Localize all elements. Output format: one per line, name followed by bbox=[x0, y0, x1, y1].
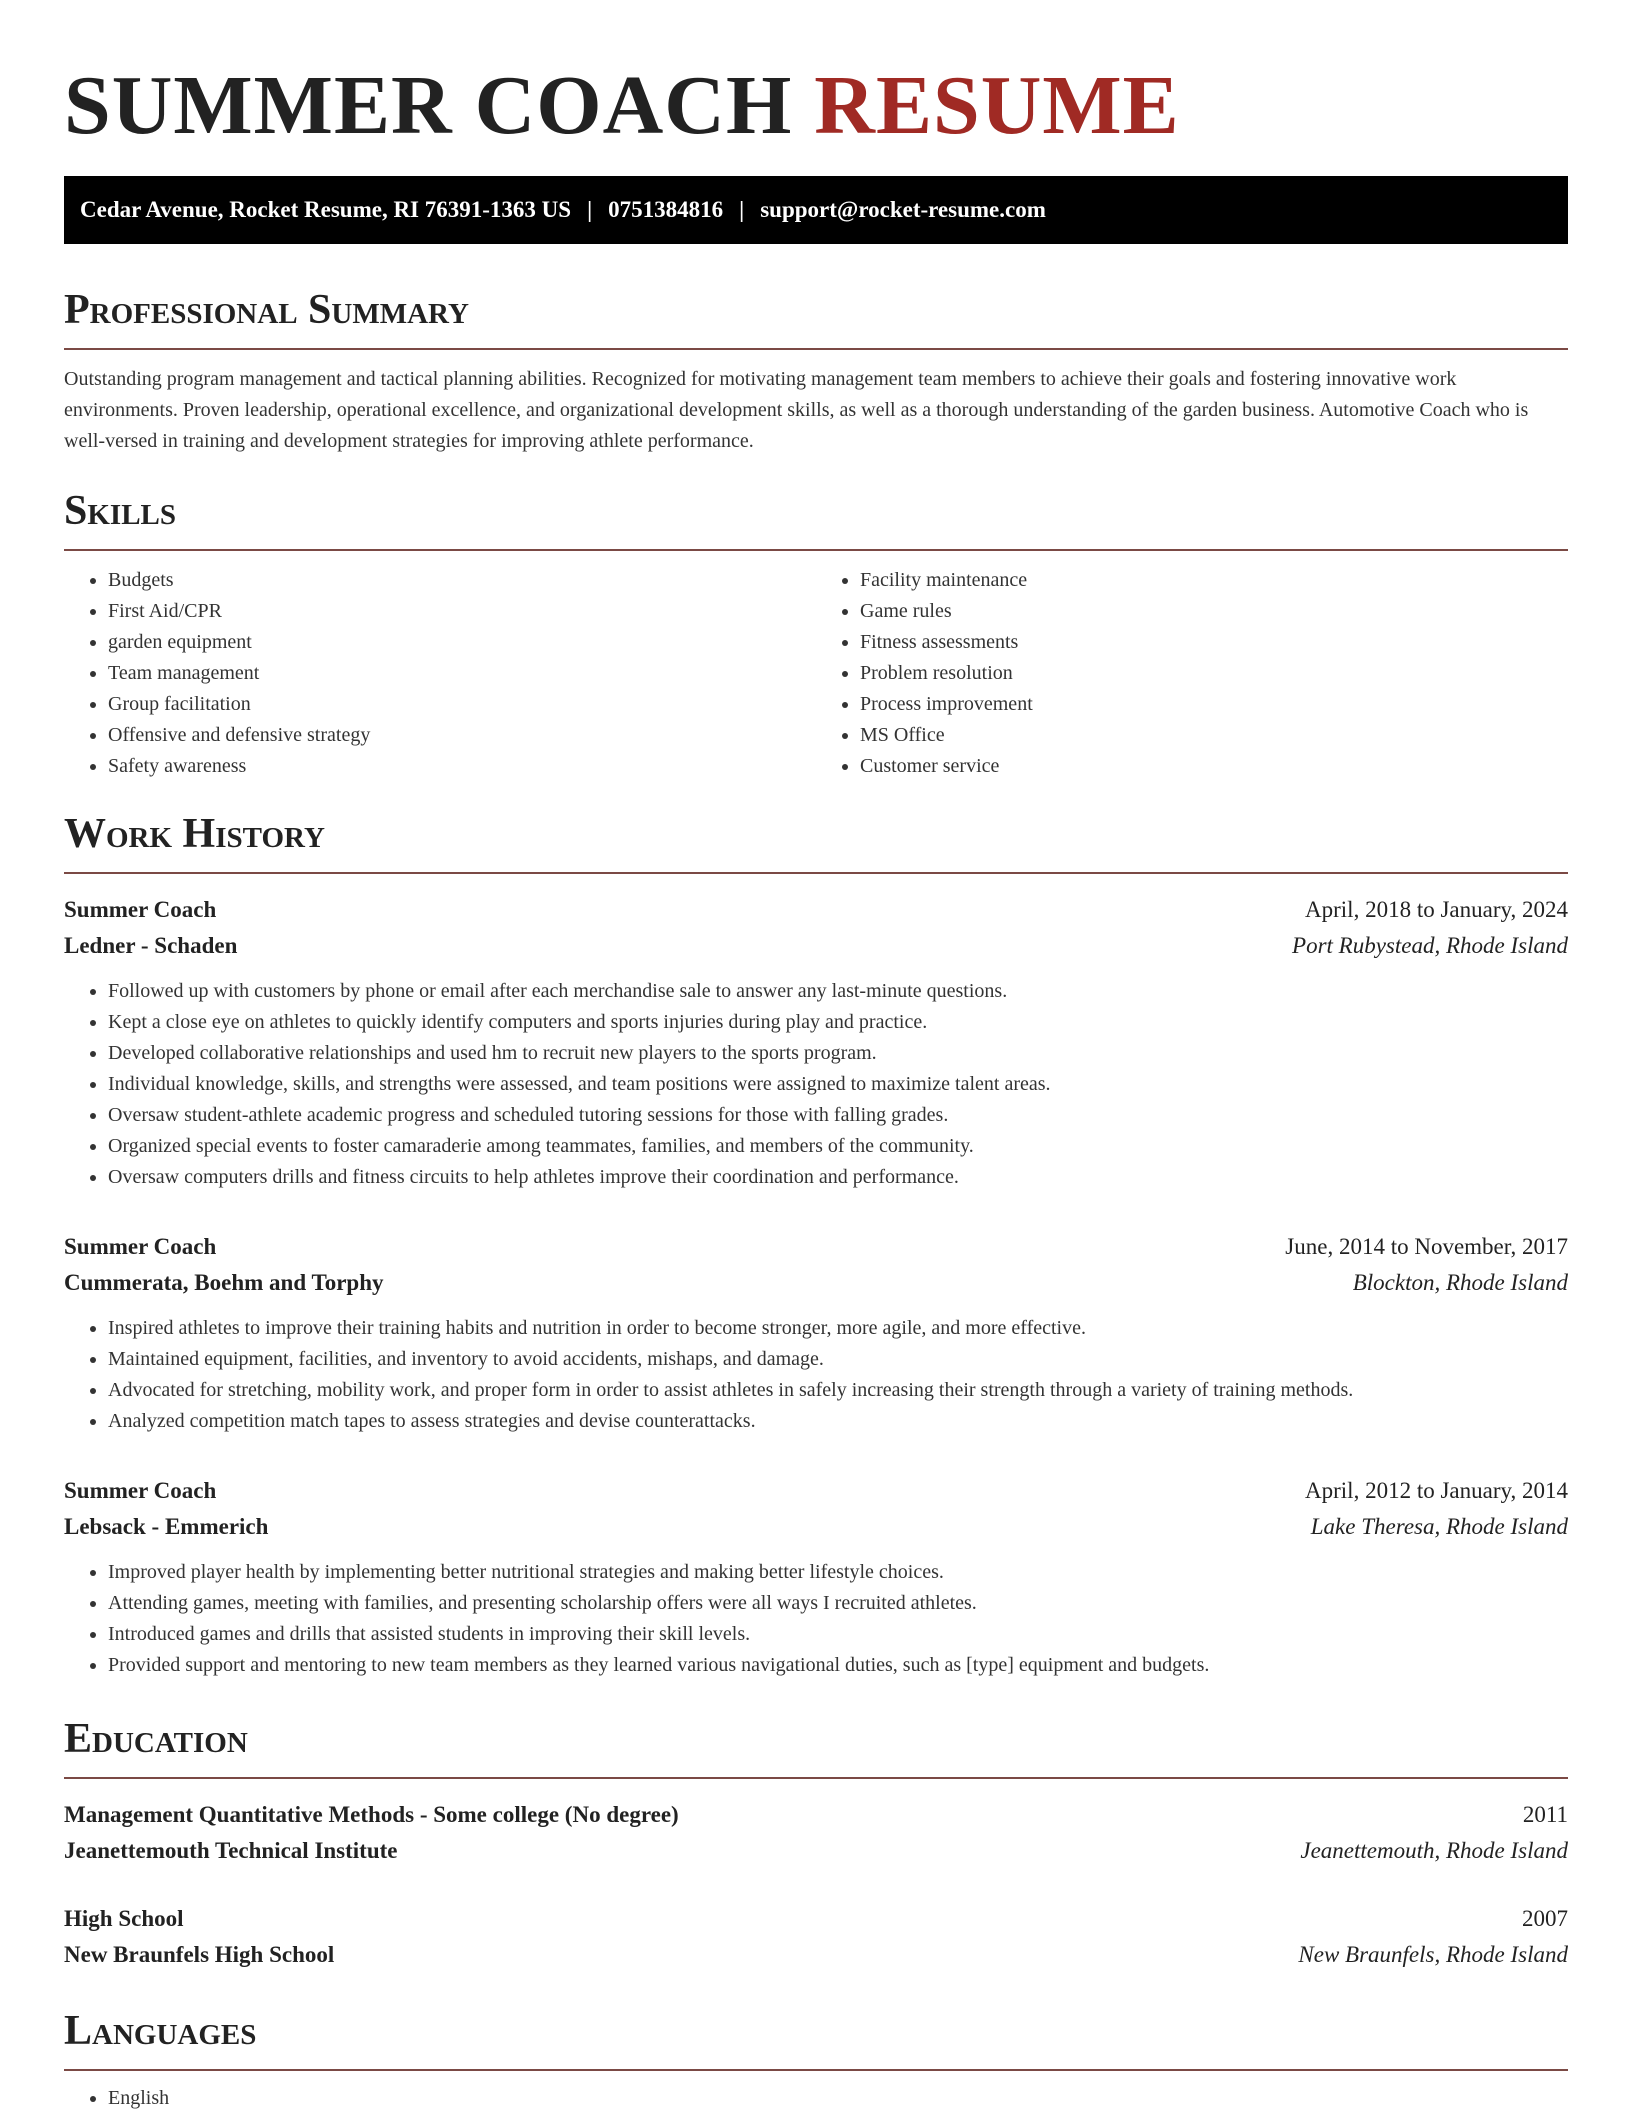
job-role: Summer Coach bbox=[64, 897, 217, 922]
contact-address: Cedar Avenue, Rocket Resume, RI 76391-1363 US bbox=[80, 197, 572, 222]
skill-item: • Budgets bbox=[108, 565, 816, 596]
job-duty: • Inspired athletes to improve their training habits and nutrition in order to become stronger, more agile, and more effective. bbox=[108, 1313, 1568, 1344]
summary-heading: Professional Summary bbox=[64, 284, 1568, 350]
job-dates: June, 2014 to November, 2017 bbox=[1285, 1234, 1568, 1259]
education-degree: Management Quantitative Methods - Some college (No degree) bbox=[64, 1802, 679, 1827]
job-duty: • Provided support and mentoring to new team members as they learned various navigational duties, such as [type] equipment and budgets. bbox=[108, 1650, 1568, 1681]
skills-column-left bbox=[64, 565, 816, 782]
job-duties bbox=[64, 976, 1568, 1193]
job-subheader bbox=[64, 1265, 1568, 1301]
education-location: Jeanettemouth, Rhode Island bbox=[1300, 1838, 1568, 1863]
skill-item: • garden equipment bbox=[108, 627, 816, 658]
skill-item: • MS Office bbox=[860, 720, 1568, 751]
job-duty: • Oversaw student-athlete academic progress and scheduled tutoring sessions for those with falling grades. bbox=[108, 1100, 1568, 1131]
job-entry bbox=[64, 1229, 1568, 1437]
job-dates: April, 2012 to January, 2014 bbox=[1305, 1478, 1568, 1503]
education-heading: Education bbox=[64, 1713, 1568, 1779]
education-school: New Braunfels High School bbox=[64, 1942, 335, 1967]
job-company: Ledner - Schaden bbox=[64, 933, 238, 958]
job-duty: • Oversaw computers drills and fitness circuits to help athletes improve their coordination and performance. bbox=[108, 1162, 1568, 1193]
job-duty: • Developed collaborative relationships and used hm to recruit new players to the sports program. bbox=[108, 1038, 1568, 1069]
skill-item: • Process improvement bbox=[860, 689, 1568, 720]
job-duties bbox=[64, 1313, 1568, 1437]
contact-bar bbox=[64, 176, 1568, 244]
education-year: 2011 bbox=[1522, 1802, 1568, 1827]
education-entry bbox=[64, 1901, 1568, 1973]
skills-heading: Skills bbox=[64, 485, 1568, 551]
job-duty: • Maintained equipment, facilities, and inventory to avoid accidents, mishaps, and damage. bbox=[108, 1344, 1568, 1375]
job-duty: • Organized special events to foster camaraderie among teammates, families, and members of the community. bbox=[108, 1131, 1568, 1162]
contact-phone: 0751384816 bbox=[608, 197, 724, 222]
skill-item: • Safety awareness bbox=[108, 751, 816, 782]
job-location: Blockton, Rhode Island bbox=[1352, 1270, 1568, 1295]
skill-item: • First Aid/CPR bbox=[108, 596, 816, 627]
job-duty: • Kept a close eye on athletes to quickly identify computers and sports injuries during play and practice. bbox=[108, 1007, 1568, 1038]
job-duty: • Attending games, meeting with families, and presenting scholarship offers were all ways I recruited athletes. bbox=[108, 1588, 1568, 1619]
contact-separator: | bbox=[587, 197, 593, 222]
skills-column-right bbox=[816, 565, 1568, 782]
job-duty: • Analyzed competition match tapes to assess strategies and devise counterattacks. bbox=[108, 1406, 1568, 1437]
job-header bbox=[64, 892, 1568, 928]
job-subheader bbox=[64, 1509, 1568, 1545]
skill-item: • Facility maintenance bbox=[860, 565, 1568, 596]
work-heading: Work History bbox=[64, 808, 1568, 874]
education-subheader bbox=[64, 1833, 1568, 1869]
job-duties bbox=[64, 1557, 1568, 1681]
job-dates: April, 2018 to January, 2024 bbox=[1305, 897, 1568, 922]
education-subheader bbox=[64, 1937, 1568, 1973]
job-duty: • Individual knowledge, skills, and strengths were assessed, and team positions were assigned to maximize talent areas. bbox=[108, 1069, 1568, 1100]
job-location: Port Rubystead, Rhode Island bbox=[1292, 933, 1568, 958]
title-main: SUMMER COACH bbox=[64, 59, 793, 152]
job-entry bbox=[64, 1473, 1568, 1681]
resume-title bbox=[64, 0, 1568, 156]
language-item: • English bbox=[108, 2083, 1568, 2114]
education-header bbox=[64, 1901, 1568, 1937]
job-role: Summer Coach bbox=[64, 1234, 217, 1259]
contact-email: support@rocket-resume.com bbox=[760, 197, 1046, 222]
contact-separator: | bbox=[739, 197, 745, 222]
skill-item: • Game rules bbox=[860, 596, 1568, 627]
job-duty: • Improved player health by implementing better nutritional strategies and making better lifestyle choices. bbox=[108, 1557, 1568, 1588]
languages-list bbox=[64, 2083, 1568, 2114]
job-header bbox=[64, 1229, 1568, 1265]
education-degree: High School bbox=[64, 1906, 184, 1931]
job-company: Lebsack - Emmerich bbox=[64, 1514, 269, 1539]
skill-item: • Offensive and defensive strategy bbox=[108, 720, 816, 751]
education-year: 2007 bbox=[1522, 1906, 1568, 1931]
job-duty: • Advocated for stretching, mobility work, and proper form in order to assist athletes in safely increasing their strength through a variety of training methods. bbox=[108, 1375, 1568, 1406]
skill-item: • Group facilitation bbox=[108, 689, 816, 720]
title-accent: RESUME bbox=[814, 59, 1180, 152]
education-school: Jeanettemouth Technical Institute bbox=[64, 1838, 398, 1863]
skill-item: • Fitness assessments bbox=[860, 627, 1568, 658]
education-location: New Braunfels, Rhode Island bbox=[1298, 1942, 1568, 1967]
education-header bbox=[64, 1797, 1568, 1833]
skills-list bbox=[64, 565, 1568, 782]
job-subheader bbox=[64, 928, 1568, 964]
job-location: Lake Theresa, Rhode Island bbox=[1310, 1514, 1568, 1539]
skill-item: • Customer service bbox=[860, 751, 1568, 782]
job-duty: • Introduced games and drills that assisted students in improving their skill levels. bbox=[108, 1619, 1568, 1650]
job-entry bbox=[64, 892, 1568, 1193]
education-entry bbox=[64, 1797, 1568, 1869]
skill-item: • Problem resolution bbox=[860, 658, 1568, 689]
languages-heading: Languages bbox=[64, 2005, 1568, 2071]
job-company: Cummerata, Boehm and Torphy bbox=[64, 1270, 384, 1295]
job-duty: • Followed up with customers by phone or email after each merchandise sale to answer any last-minute questions. bbox=[108, 976, 1568, 1007]
summary-text: Outstanding program management and tactical planning abilities. Recognized for motivating management team members to achieve their goals and fostering innovative work environments. Proven leadership, operational excellence, and organizational development skills, as well as a thorough understanding of the garden business. Automotive Coach who is well-versed in training and development strategies for improving athlete performance. bbox=[64, 368, 1529, 452]
job-header bbox=[64, 1473, 1568, 1509]
job-role: Summer Coach bbox=[64, 1478, 217, 1503]
skill-item: • Team management bbox=[108, 658, 816, 689]
